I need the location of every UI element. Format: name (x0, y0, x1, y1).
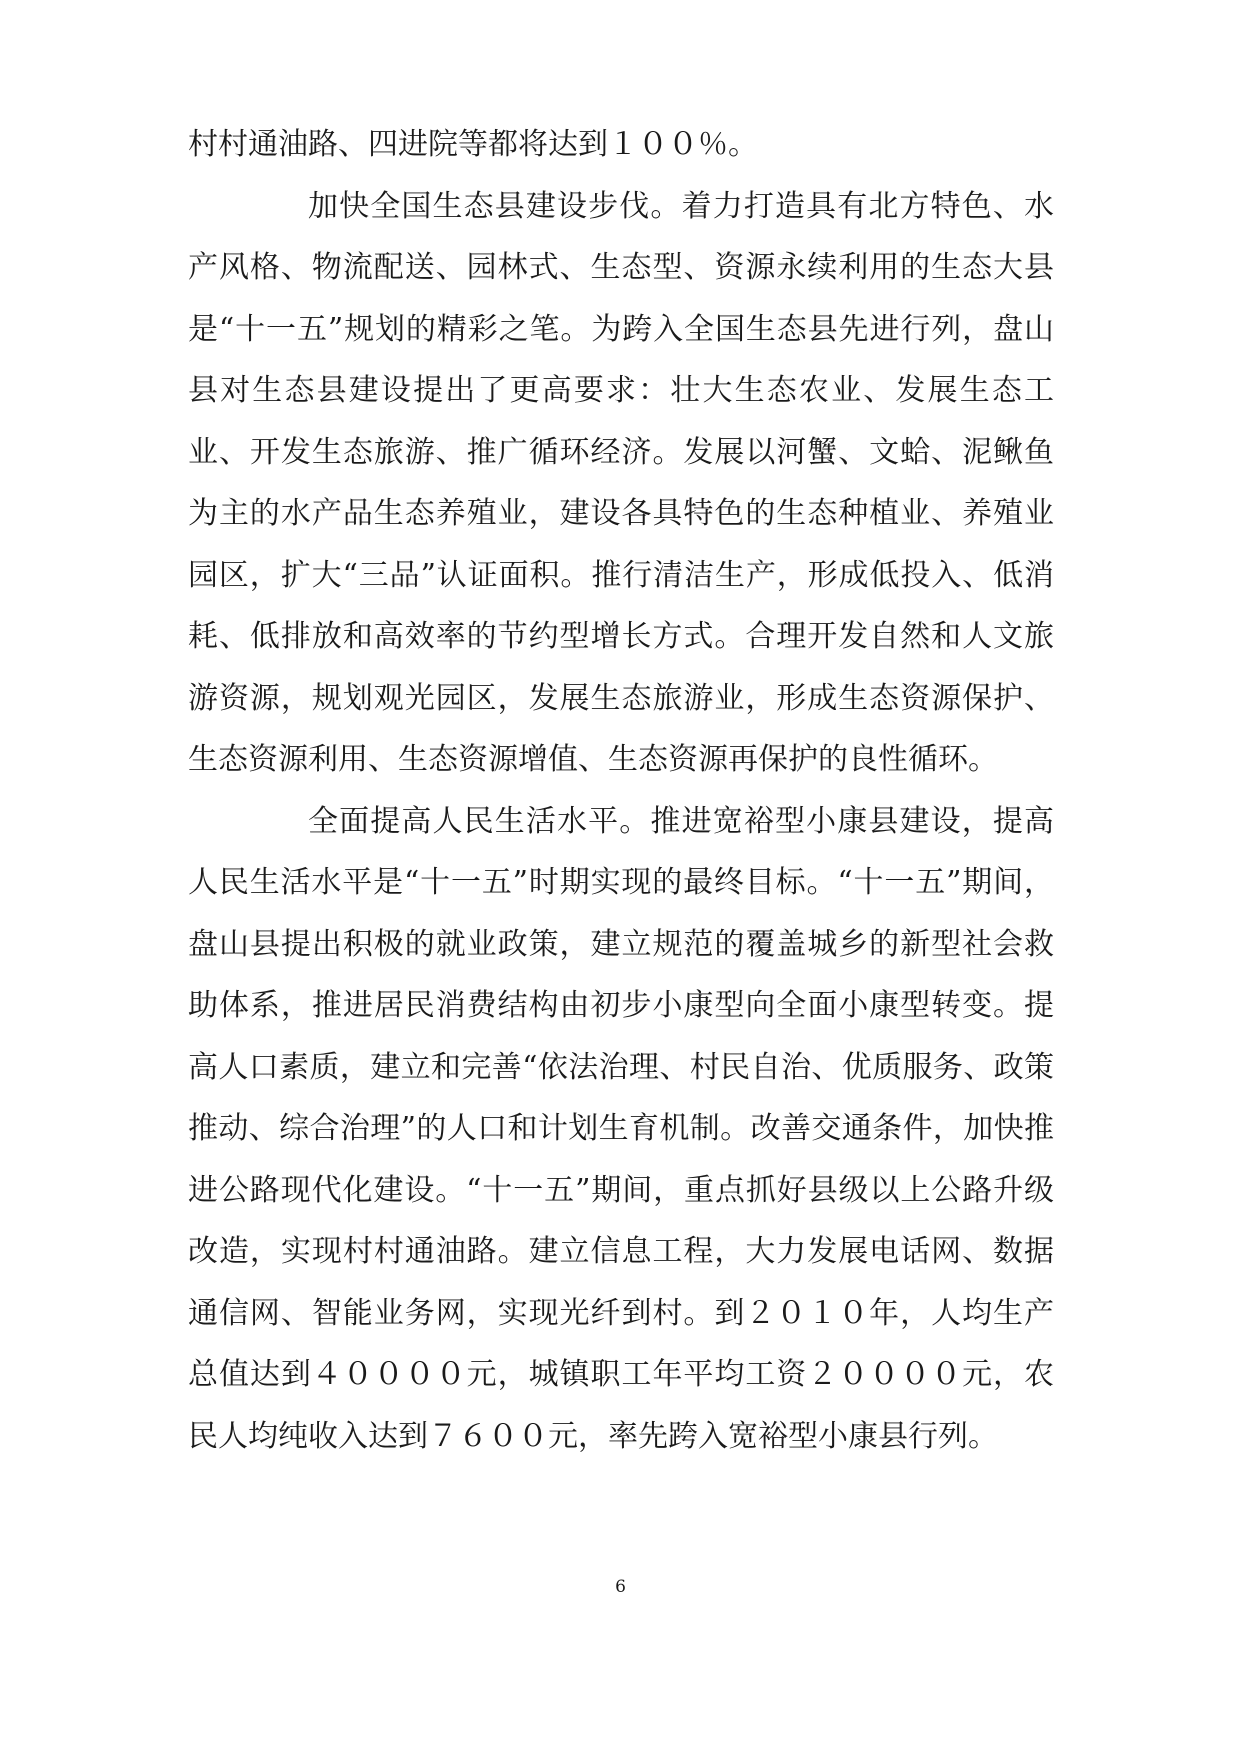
paragraph: 村村通油路、四进院等都将达到１００％。 (188, 127, 758, 162)
body-text (188, 114, 1054, 1467)
paragraph: 加快全国生态县建设步伐。着力打造具有北方特色、水产风格、物流配送、园林式、生态型、资源永续利用的生态大县是“十一五”规划的精彩之笔。为跨入全国生态县先进行列，盘山县对生态县建设提出了更高要求：壮大生态农业、发展生态工业、开发生态旅游、推广循环经济。发展以河蟹、文蛤、泥鳅鱼为主的水产品生态养殖业，建设各具特色的生态种植业、养殖业园区，扩大“三品”认证面积。推行清洁生产，形成低投入、低消耗、低排放和高效率的节约型增长方式。合理开发自然和人文旅游资源，规划观光园区，发展生态旅游业，形成生态资源保护、生态资源利用、生态资源增值、生态资源再保护的良性循环。 (188, 188, 1054, 777)
page-number: 6 (615, 1577, 626, 1597)
paragraph: 全面提高人民生活水平。推进宽裕型小康县建设，提高人民生活水平是“十一五”时期实现的最终目标。“十一五”期间，盘山县提出积极的就业政策，建立规范的覆盖城乡的新型社会救助体系，推进居民消费结构由初步小康型向全面小康型转变。提高人口素质，建立和完善“依法治理、村民自治、优质服务、政策推动、综合治理”的人口和计划生育机制。改善交通条件，加快推进公路现代化建设。“十一五”期间，重点抓好县级以上公路升级改造，实现村村通油路。建立信息工程，大力发展电话网、数据通信网、智能业务网，实现光纤到村。到２０１０年，人均生产总值达到４００００元，城镇职工年平均工资２００００元，农民人均纯收入达到７６００元，率先跨入宽裕型小康县行列。 (188, 803, 1054, 1454)
